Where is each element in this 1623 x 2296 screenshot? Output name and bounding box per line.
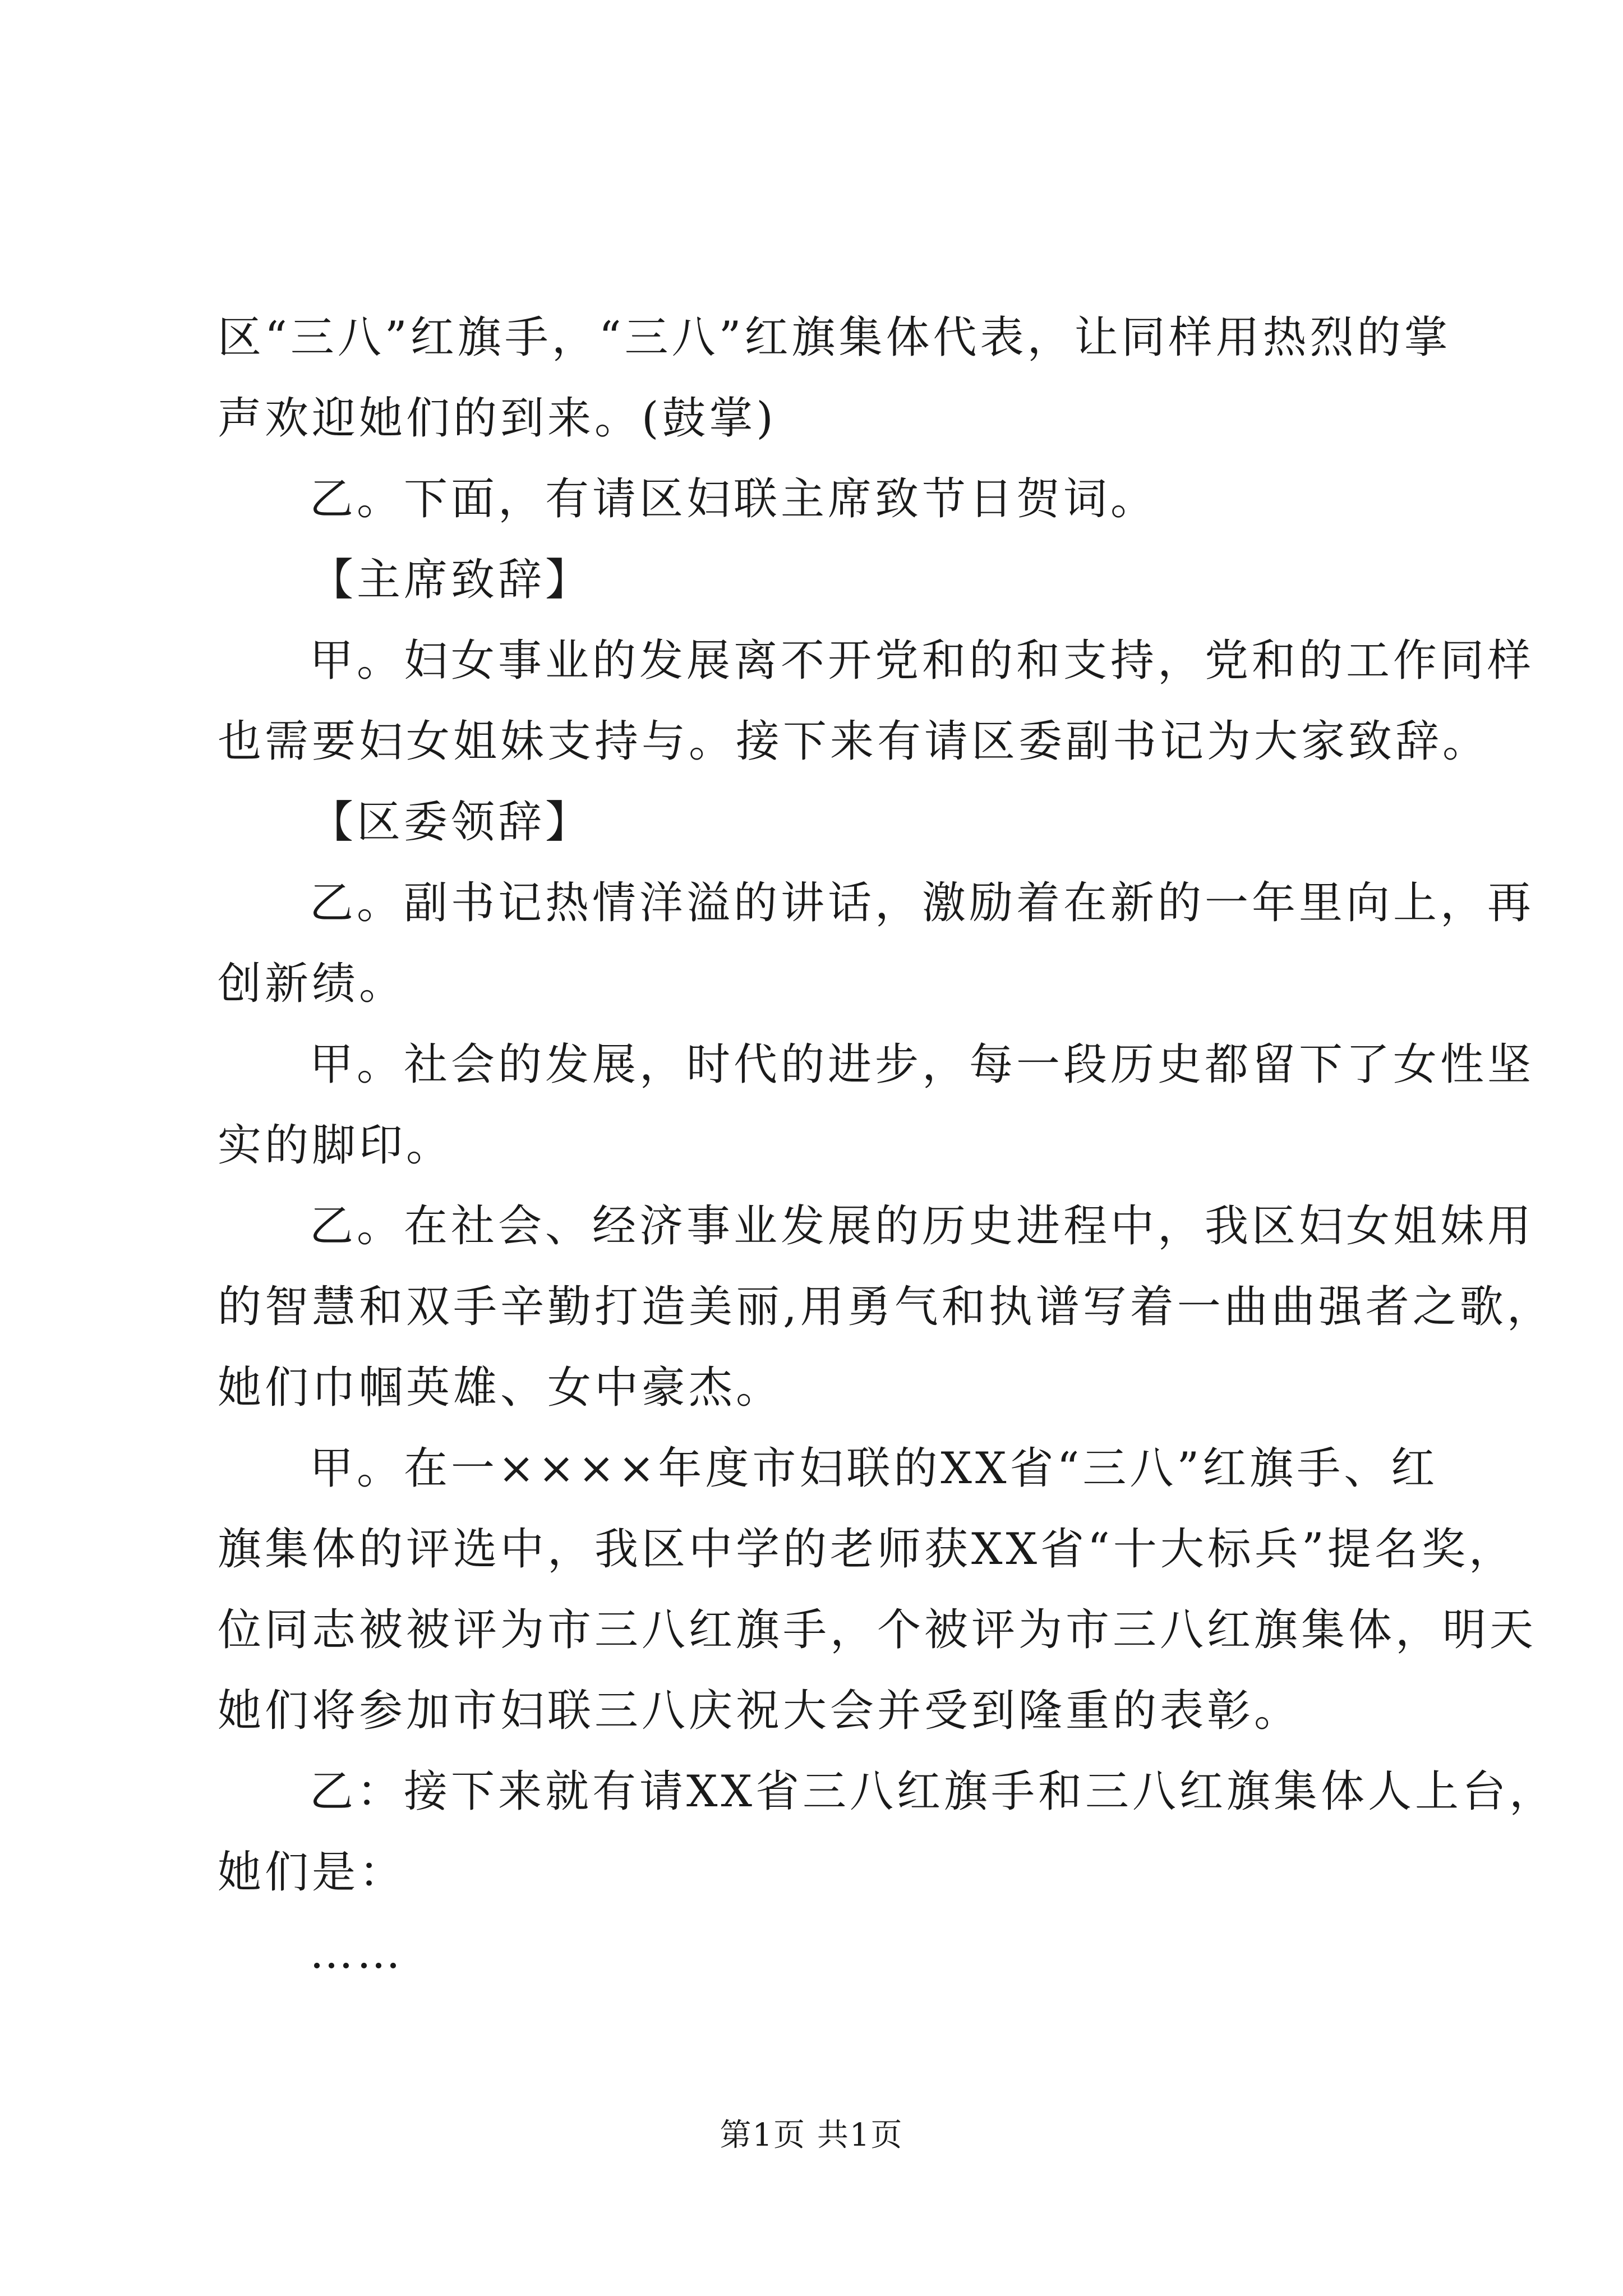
text-line: 甲。在一××××年度市妇联的XX省“三八”红旗手、红 bbox=[310, 1443, 1438, 1494]
text-line: 区“三八”红旗手，“三八”红旗集体代表，让同样用热烈的掌 bbox=[218, 312, 1451, 363]
text-line: 乙：接下来就有请XX省三八红旗手和三八红旗集体人上台， bbox=[310, 1766, 1557, 1817]
text-line: 乙。在社会、经济事业发展的历史进程中，我区妇女姐妹用 bbox=[310, 1201, 1535, 1251]
text-line: 甲。社会的发展，时代的进步，每一段历史都留下了女性坚 bbox=[310, 1039, 1535, 1090]
text-line: 位同志被被评为市三八红旗手，个被评为市三八红旗集体，明天 bbox=[218, 1605, 1537, 1655]
text-line: 创新绩。 bbox=[218, 959, 407, 1009]
text-line: 旗集体的评选中，我区中学的老师获XX省“十大标兵”提名奖， bbox=[218, 1524, 1516, 1575]
text-line: 也需要妇女姐妹支持与。接下来有请区委副书记为大家致辞。 bbox=[218, 716, 1490, 767]
text-line: 实的脚印。 bbox=[218, 1120, 454, 1171]
document-body bbox=[218, 297, 1557, 1994]
page-footer: 第1页 共1页 bbox=[720, 2117, 903, 2154]
text-line: 乙。副书记热情洋溢的讲话，激励着在新的一年里向上，再 bbox=[310, 878, 1535, 928]
ellipsis-line: …… bbox=[310, 1928, 404, 1978]
text-line: 她们将参加市妇联三八庆祝大会并受到隆重的表彰。 bbox=[218, 1686, 1302, 1736]
text-line: 的智慧和双手辛勤打造美丽,用勇气和执谱写着一曲曲强者之歌， bbox=[218, 1282, 1554, 1332]
text-line: 她们是： bbox=[218, 1847, 407, 1898]
section-heading: 【区委领辞】 bbox=[310, 797, 593, 848]
text-line: 她们巾帼英雄、女中豪杰。 bbox=[218, 1363, 783, 1413]
section-heading: 【主席致辞】 bbox=[310, 555, 593, 605]
text-line: 声欢迎她们的到来。(鼓掌) bbox=[218, 393, 777, 444]
text-line: 甲。妇女事业的发展离不开党和的和支持，党和的工作同样 bbox=[310, 636, 1535, 686]
text-line: 乙。下面，有请区妇联主席致节日贺词。 bbox=[310, 474, 1158, 524]
